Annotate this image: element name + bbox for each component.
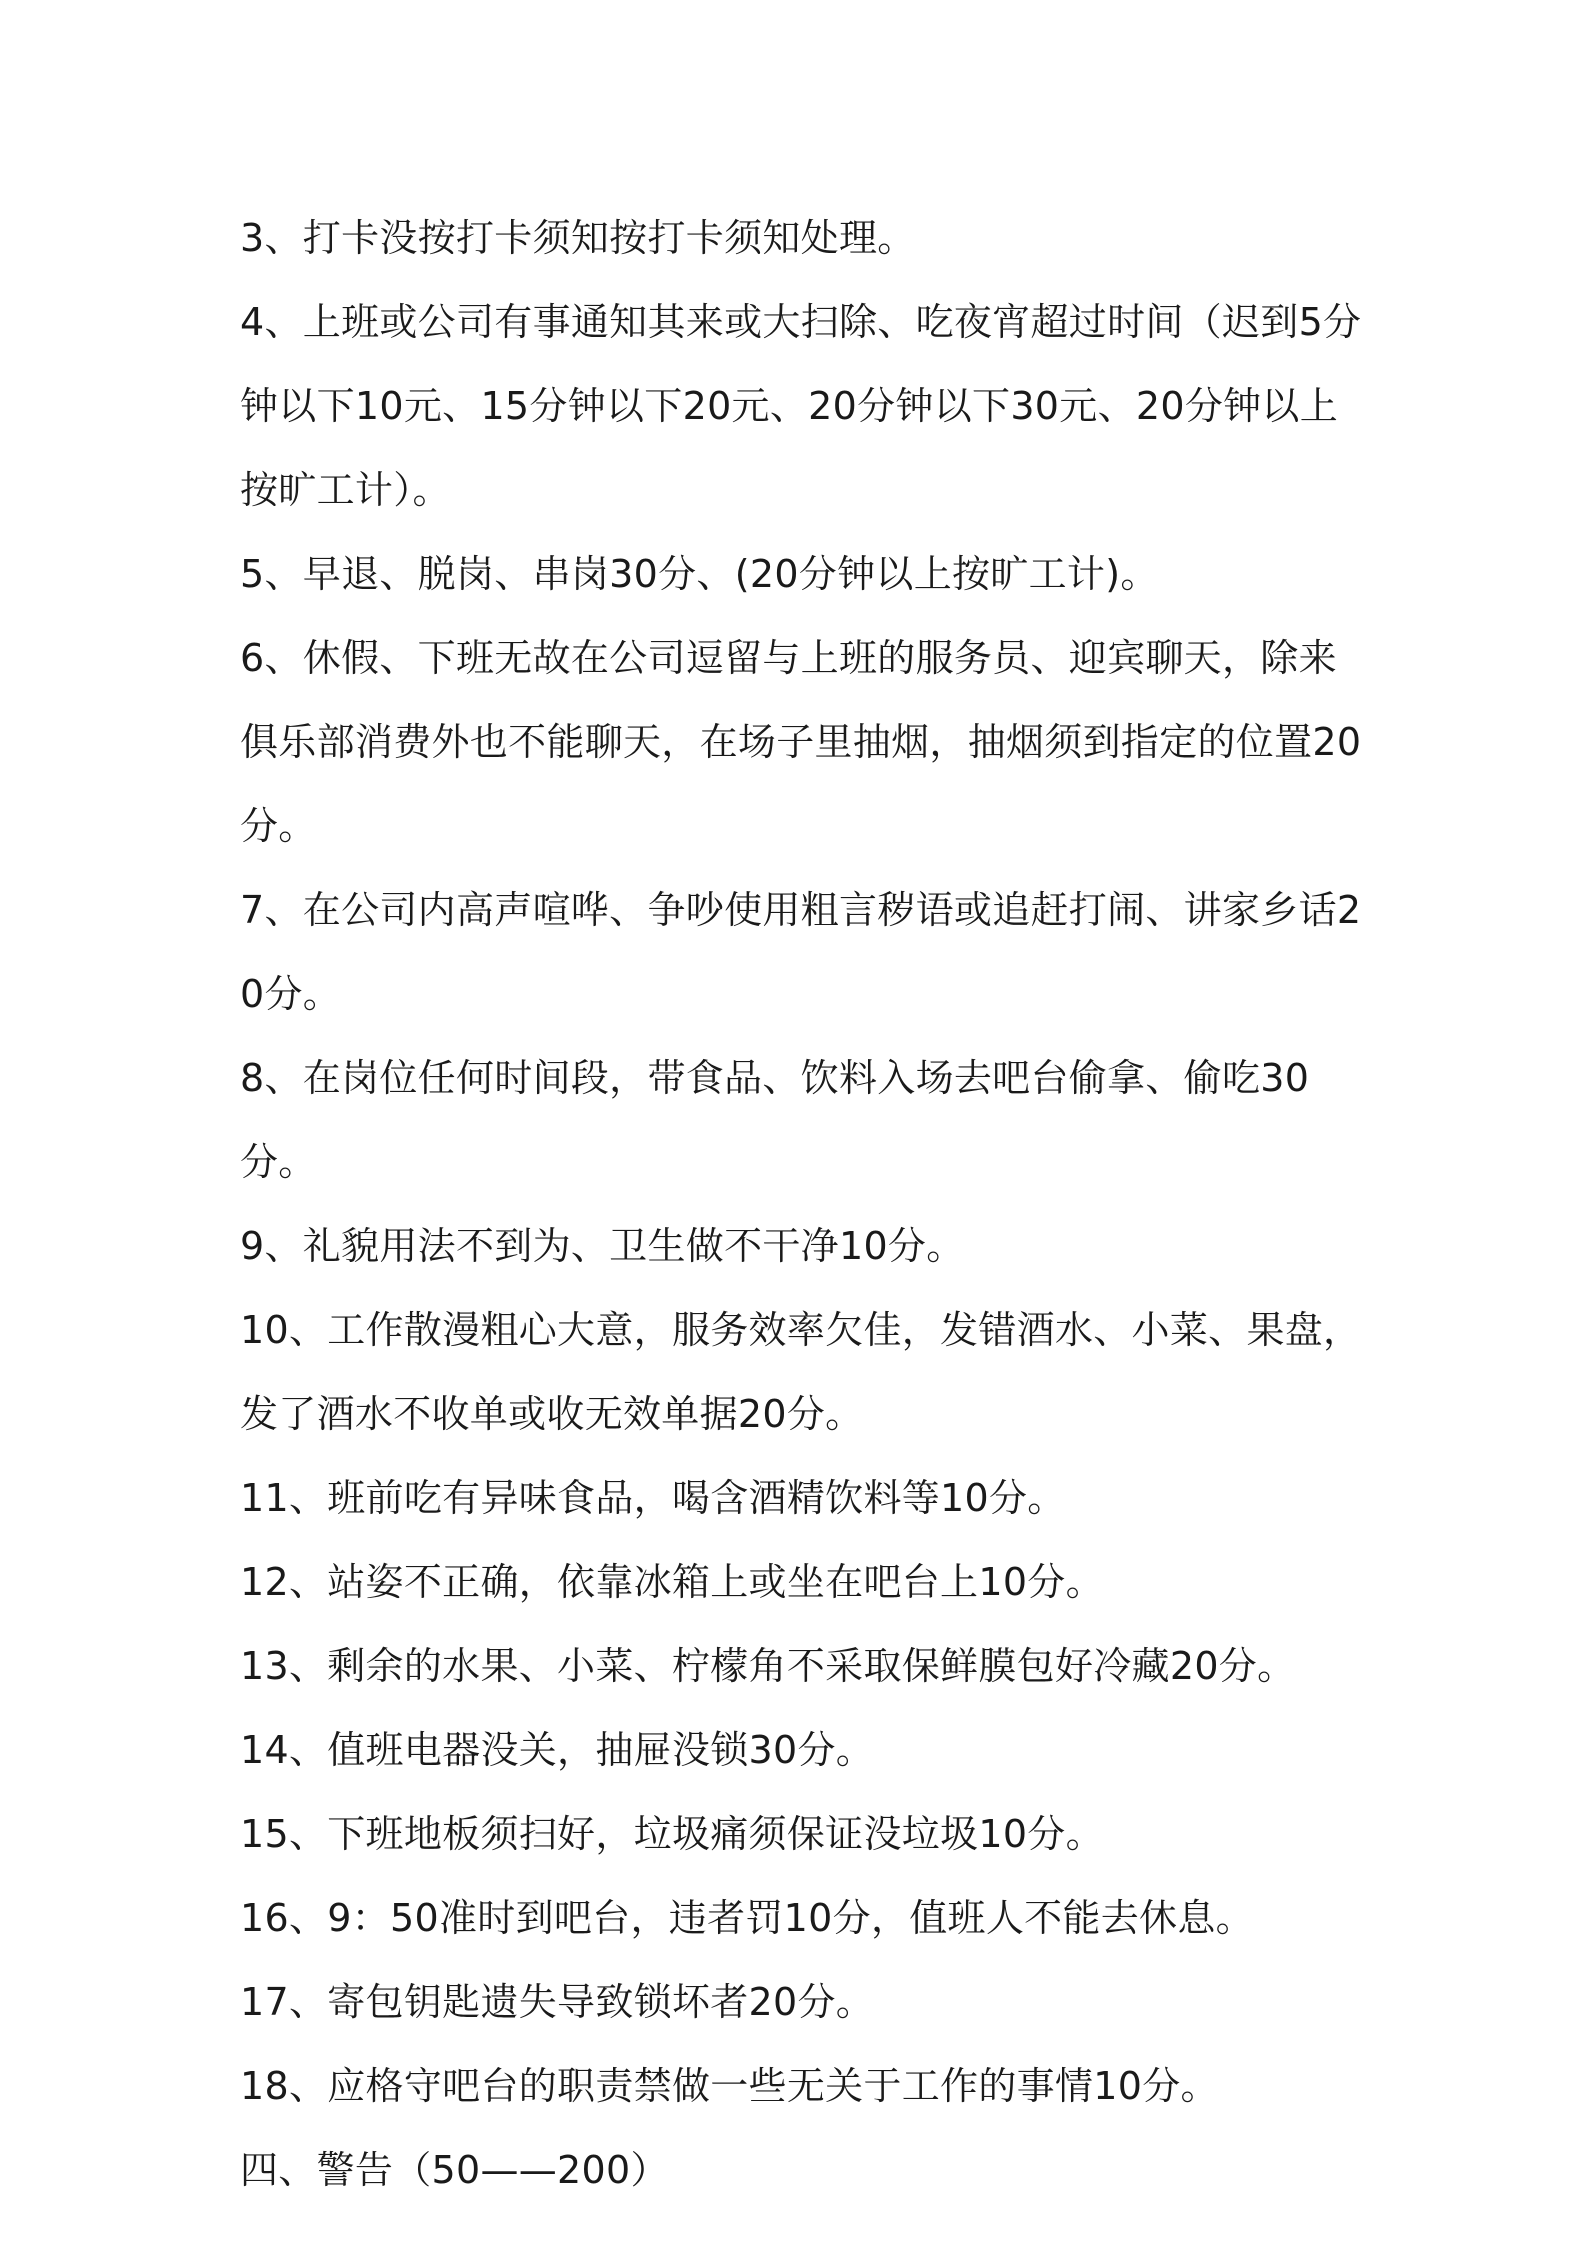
rule-item-11: 11、班前吃有异味食品，喝含酒精饮料等10分。: [240, 1476, 1066, 1520]
rule-item-14: 14、值班电器没关，抽屉没锁30分。: [240, 1728, 875, 1772]
rule-item-10: 10、工作散漫粗心大意，服务效率欠佳，发错酒水、小菜、果盘，发了酒水不收单或收无效单据20分。: [240, 1308, 1362, 1436]
rule-item-13: 13、剩余的水果、小菜、柠檬角不采取保鲜膜包好冷藏20分。: [240, 1644, 1296, 1688]
rule-item-7: 7、在公司内高声喧哗、争吵使用粗言秽语或追赶打闹、讲家乡话20分。: [240, 888, 1362, 1016]
rule-item-6: 6、休假、下班无故在公司逗留与上班的服务员、迎宾聊天，除来俱乐部消费外也不能聊天，在场子里抽烟，抽烟须到指定的位置20分。: [240, 636, 1362, 848]
rule-item-5: 5、早退、脱岗、串岗30分、(20分钟以上按旷工计)。: [240, 552, 1159, 596]
rule-item-4: 4、上班或公司有事通知其来或大扫除、吃夜宵超过时间（迟到5分钟以下10元、15分钟以下20元、20分钟以下30元、20分钟以上按旷工计）。: [240, 300, 1362, 512]
rule-item-9: 9、礼貌用法不到为、卫生做不干净10分。: [240, 1224, 965, 1268]
section-heading-warning: 四、警告（50——200）: [240, 2148, 669, 2192]
rule-item-3: 3、打卡没按打卡须知按打卡须知处理。: [240, 216, 916, 260]
rule-item-8: 8、在岗位任何时间段，带食品、饮料入场去吧台偷拿、偷吃30分。: [240, 1056, 1310, 1184]
rule-item-15: 15、下班地板须扫好，垃圾痛须保证没垃圾10分。: [240, 1812, 1104, 1856]
rule-item-17: 17、寄包钥匙遗失导致锁坏者20分。: [240, 1980, 875, 2024]
rule-item-12: 12、站姿不正确，依靠冰箱上或坐在吧台上10分。: [240, 1560, 1104, 1604]
rule-item-18: 18、应格守吧台的职责禁做一些无关于工作的事情10分。: [240, 2064, 1219, 2108]
rule-item-16: 16、9：50准时到吧台，违者罚10分，值班人不能去休息。: [240, 1896, 1254, 1940]
document-body: [240, 196, 1370, 2212]
